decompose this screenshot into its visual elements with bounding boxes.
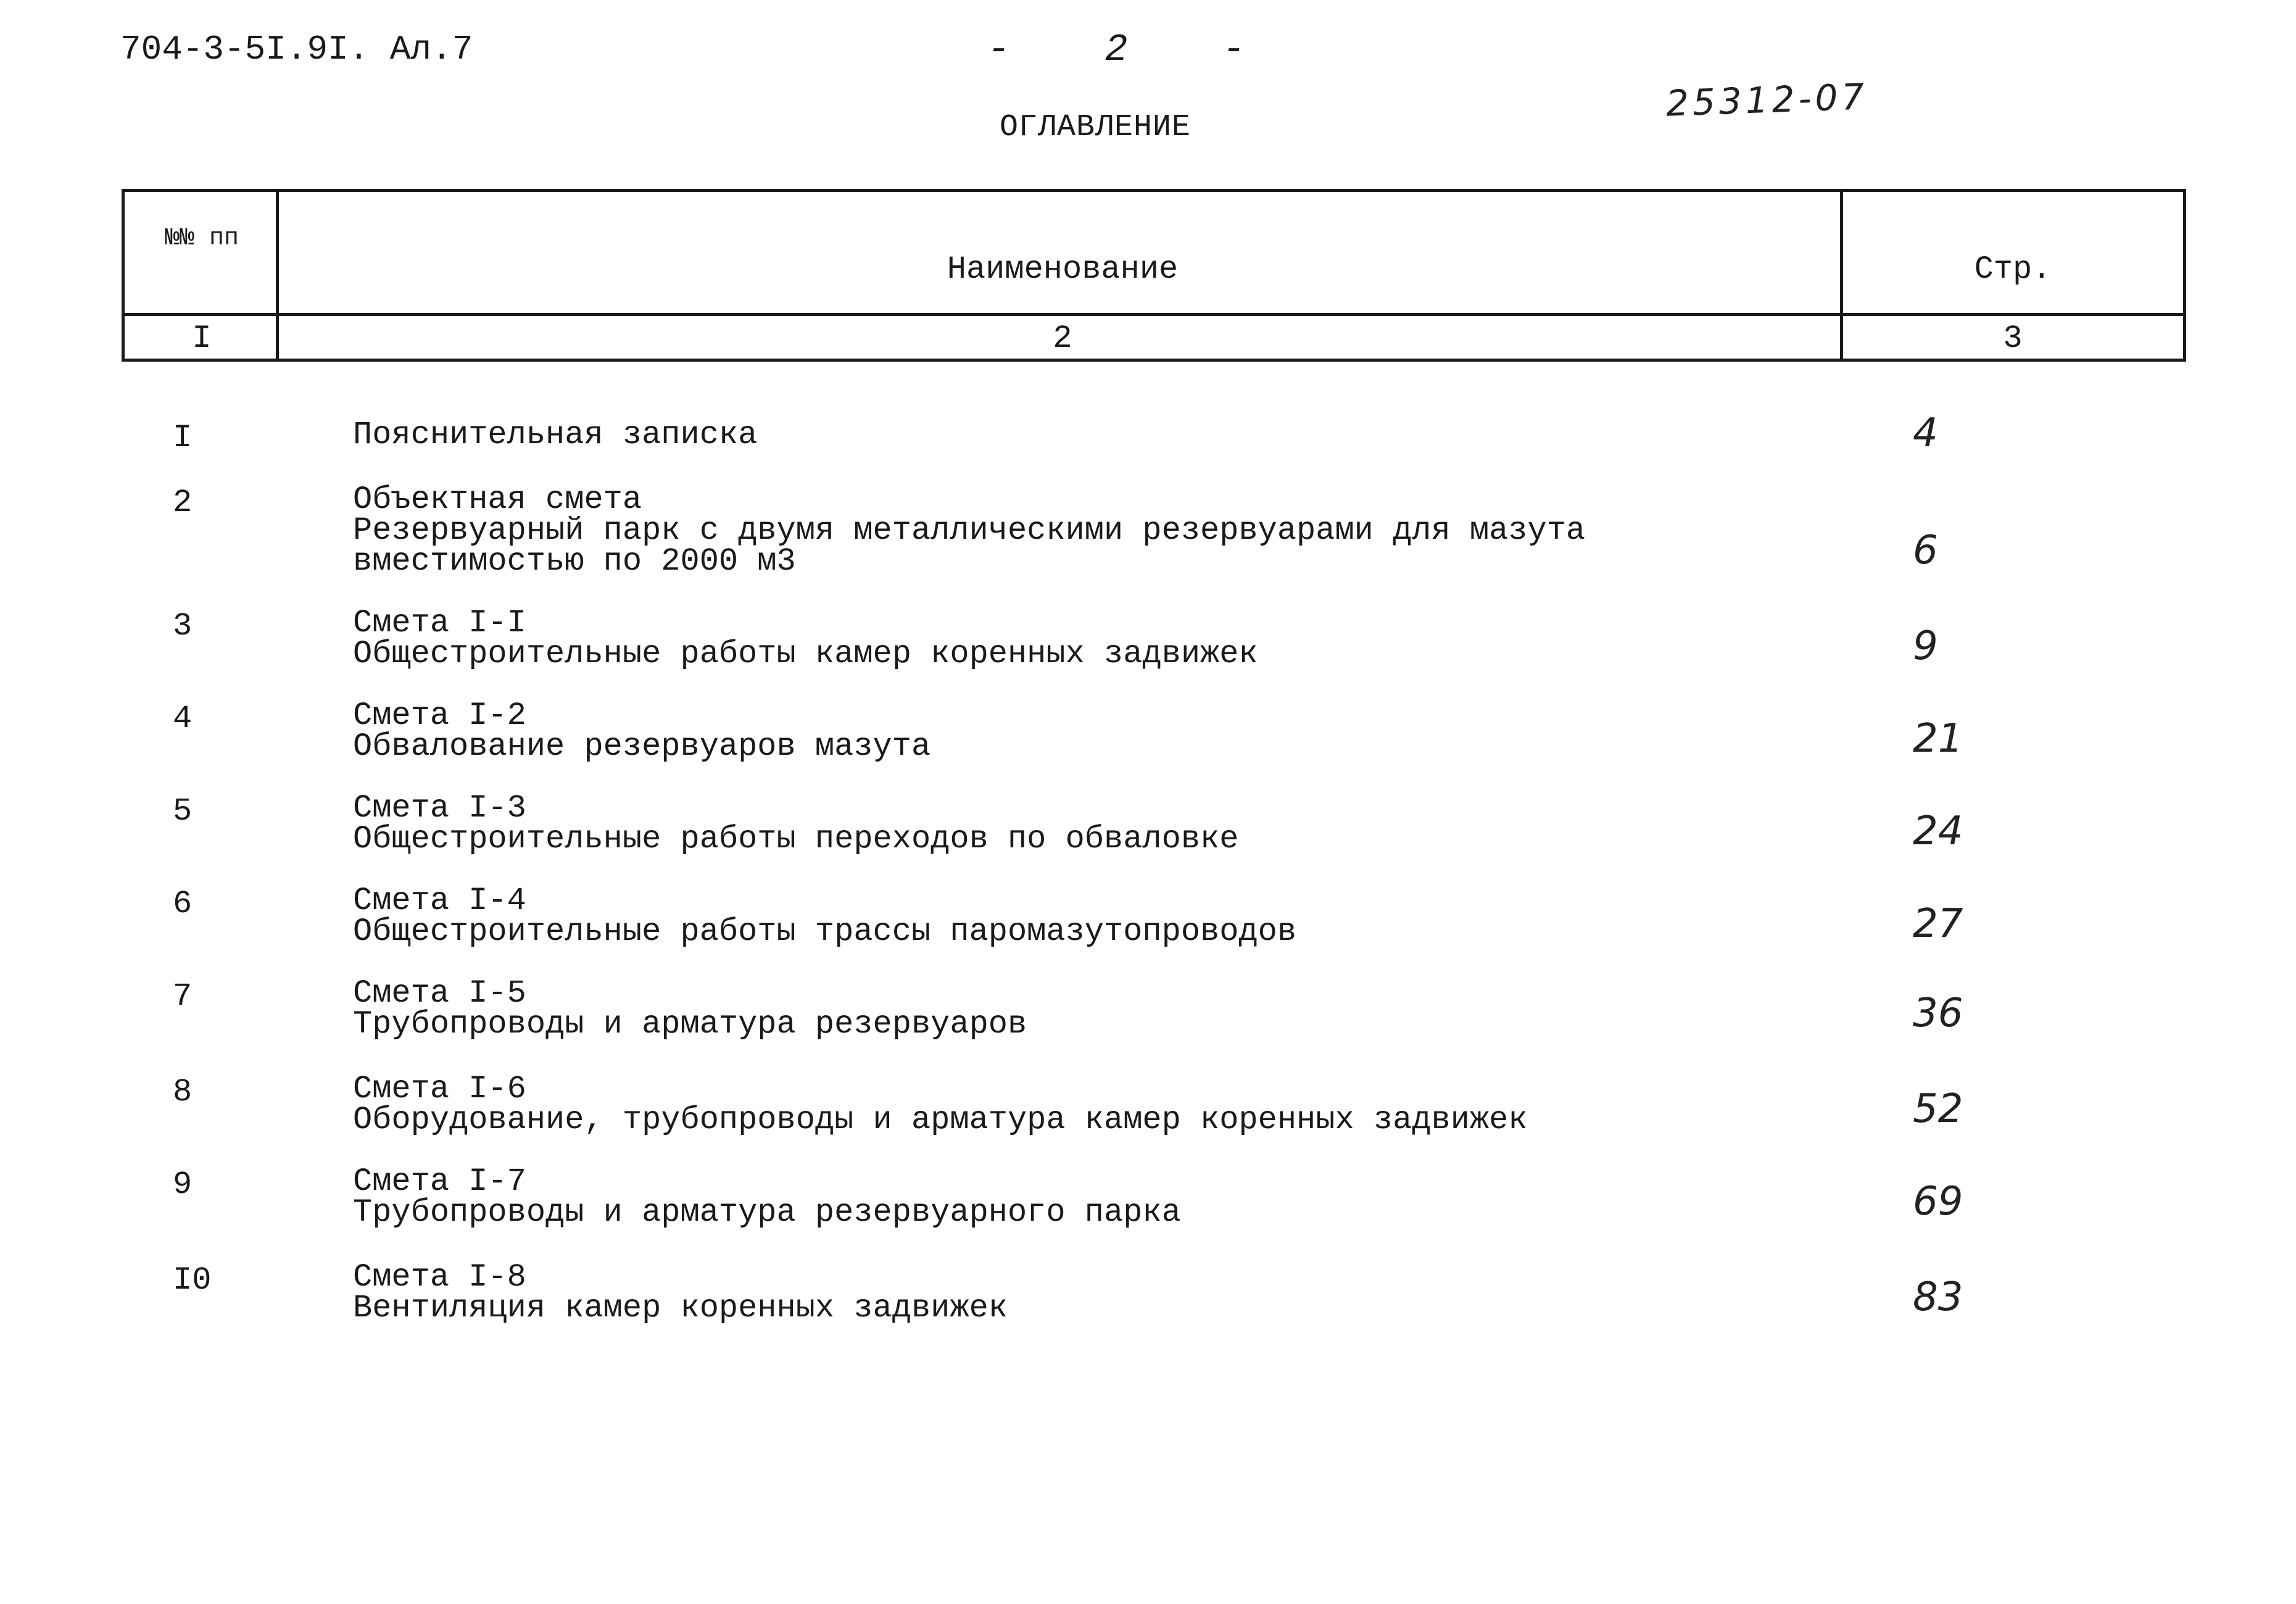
entry-title-line: Смета I-4 — [353, 883, 526, 919]
entry-number: 5 — [173, 793, 193, 829]
entry-title-line: Пояснительная записка — [353, 417, 758, 453]
entry-title — [353, 697, 931, 765]
entry-title — [353, 1259, 1008, 1326]
entry-page-number: 69 — [1913, 1179, 1963, 1224]
entry-title — [353, 1163, 1181, 1231]
entry-title — [353, 975, 1027, 1042]
entry-title — [353, 417, 758, 453]
entry-page-number: 52 — [1913, 1086, 1963, 1132]
entry-title — [353, 481, 1586, 580]
column-index-2: 2 — [1053, 320, 1072, 357]
column-header-number: №№ пп — [164, 225, 239, 252]
entry-title-line: Смета I-5 — [353, 975, 526, 1012]
entry-page-number: 83 — [1913, 1274, 1963, 1320]
column-index-3: 3 — [2003, 320, 2023, 357]
entry-title-line: Смета I-7 — [353, 1163, 526, 1200]
entry-number: 7 — [173, 978, 193, 1015]
entry-title-line: Трубопроводы и арматура резервуарного парка — [353, 1194, 1181, 1231]
entry-number: I0 — [173, 1262, 212, 1299]
entry-title-line: Обвалование резервуаров мазута — [353, 728, 931, 765]
entry-number: 3 — [173, 608, 193, 644]
entry-title-line: Общестроительные работы камер коренных задвижек — [353, 636, 1258, 672]
handwritten-number: 25312-07 — [1665, 75, 1869, 125]
entry-title-line: Трубопроводы и арматура резервуаров — [353, 1006, 1027, 1042]
entry-page-number: 9 — [1913, 623, 1938, 669]
entry-title-line: Смета I-8 — [353, 1259, 526, 1295]
entry-number: 4 — [173, 700, 193, 737]
entry-page-number: 4 — [1913, 410, 1938, 456]
entry-title-line: Общестроительные работы переходов по обваловке — [353, 821, 1239, 857]
entry-title-line: Смета I-2 — [353, 697, 526, 734]
entry-number: 6 — [173, 886, 193, 922]
entry-page-number: 36 — [1913, 991, 1963, 1036]
entry-title — [353, 1071, 1528, 1138]
entry-title-line: Вентиляция камер коренных задвижек — [353, 1290, 1008, 1326]
entry-title-line: Смета I-I — [353, 605, 526, 641]
page-number: - 2 - — [987, 28, 1282, 72]
entry-title-line: Оборудование, трубопроводы и арматура камер коренных задвижек — [353, 1102, 1528, 1138]
entry-page-number: 27 — [1913, 901, 1963, 947]
page-title: ОГЛАВЛЕНИЕ — [1000, 110, 1192, 145]
row-divider — [125, 313, 2183, 316]
column-header-name: Наименование — [947, 251, 1179, 288]
entry-number: 8 — [173, 1074, 193, 1110]
column-index-1: I — [192, 320, 212, 357]
entry-number: I — [173, 420, 193, 456]
table-header — [122, 189, 2186, 362]
entry-page-number: 21 — [1913, 716, 1963, 762]
entry-title-line: Смета I-3 — [353, 790, 526, 826]
entry-number: 9 — [173, 1166, 193, 1203]
entry-title — [353, 790, 1239, 857]
document-code: 704-3-5I.9I. Ал.7 — [120, 30, 473, 69]
entry-page-number: 24 — [1913, 808, 1963, 854]
entry-number: 2 — [173, 484, 193, 521]
entry-title — [353, 883, 1297, 950]
column-header-page: Стр. — [1974, 251, 2052, 288]
entry-title-line: Резервуарный парк с двумя металлическими резервуарами для мазута — [353, 512, 1586, 549]
entry-title — [353, 605, 1258, 672]
entry-title-line: Общестроительные работы трассы паромазутопроводов — [353, 913, 1297, 950]
entry-title-line: Объектная смета — [353, 481, 642, 518]
entry-title-line: Смета I-6 — [353, 1071, 526, 1107]
entry-page-number: 6 — [1913, 528, 1938, 573]
entry-title-line: вместимостью по 2000 м3 — [353, 543, 796, 580]
